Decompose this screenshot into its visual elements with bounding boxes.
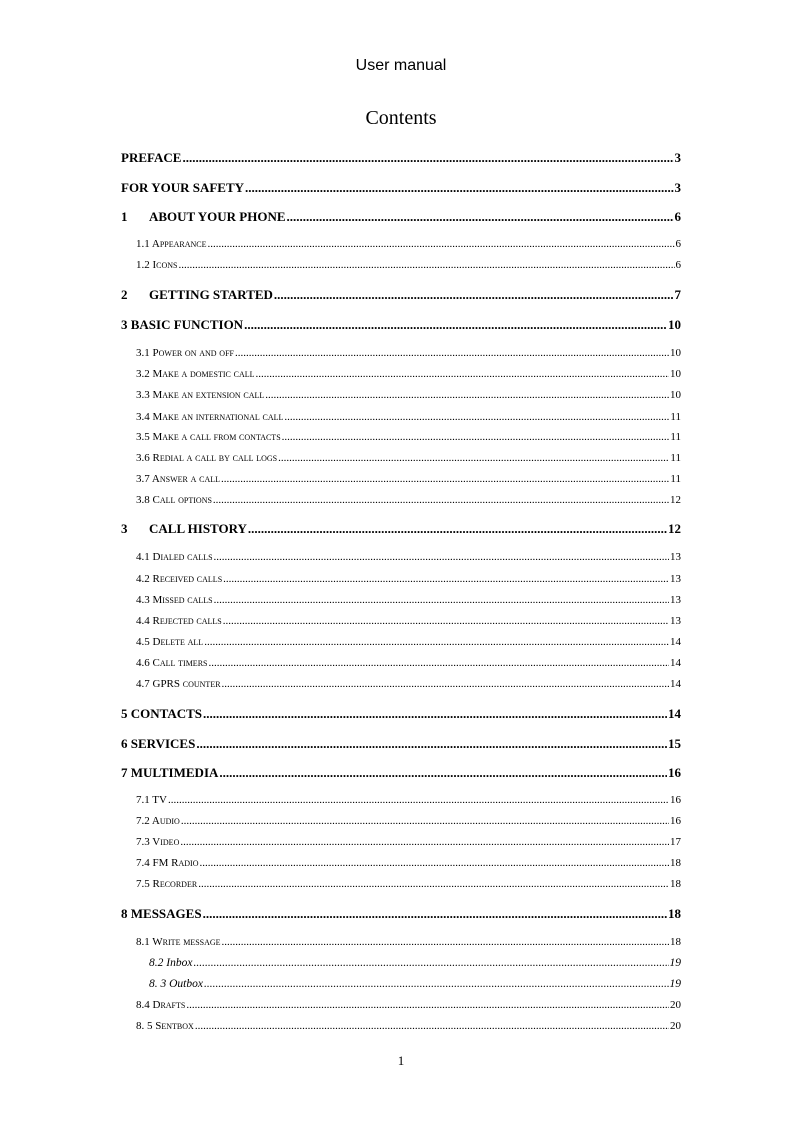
- toc-entry-page: 13: [670, 573, 681, 585]
- toc-entry[interactable]: [136, 410, 681, 424]
- dot-leader: [198, 877, 669, 891]
- toc-entry[interactable]: [121, 209, 681, 225]
- dot-leader: [248, 521, 667, 537]
- toc-entry-label: 3.7 Answer a call: [136, 473, 221, 485]
- toc-entry-number: 3: [121, 521, 128, 536]
- toc-entry-label: GETTING STARTED: [149, 287, 273, 302]
- dot-leader: [235, 346, 669, 360]
- toc-entry-page: 10: [668, 317, 681, 332]
- toc-entry[interactable]: [121, 706, 681, 722]
- toc-entry-label: 8.1 Write message: [136, 936, 221, 948]
- toc-entry[interactable]: [149, 956, 681, 970]
- toc-entry[interactable]: [136, 656, 681, 670]
- toc-entry-page: 16: [670, 794, 681, 806]
- toc-entry-page: 6: [674, 209, 681, 224]
- dot-leader: [223, 572, 669, 586]
- toc-entry-page: 15: [668, 736, 681, 751]
- toc-entry[interactable]: [136, 572, 681, 586]
- toc-entry-page: 6: [675, 259, 681, 271]
- dot-leader: [223, 614, 669, 628]
- dot-leader: [256, 367, 669, 381]
- toc-entry-label: 7.3 Video: [136, 836, 180, 848]
- toc-entry-page: 6: [675, 238, 681, 250]
- toc-entry-label: 1.2 Icons: [136, 259, 178, 271]
- toc-entry[interactable]: [136, 793, 681, 807]
- dot-leader: [214, 593, 669, 607]
- toc-entry-page: 18: [668, 906, 681, 921]
- toc-entry-page: 16: [670, 815, 681, 827]
- toc-entry[interactable]: [136, 550, 681, 564]
- toc-entry-number: 1: [121, 209, 128, 224]
- dot-leader: [180, 835, 669, 849]
- toc-entry-label: 8 MESSAGES: [121, 906, 202, 921]
- toc-entry-label: 4.3 Missed calls: [136, 594, 213, 606]
- toc-entry-page: 13: [670, 594, 681, 606]
- toc-entry-page: 19: [669, 957, 681, 969]
- dot-leader: [203, 706, 667, 722]
- toc-entry-label: 7.2 Audio: [136, 815, 180, 827]
- toc-entry-label: 4.5 Delete all: [136, 636, 204, 648]
- dot-leader: [204, 635, 669, 649]
- toc-entry[interactable]: [121, 736, 681, 752]
- toc-entry-page: 10: [670, 368, 681, 380]
- toc-entry[interactable]: [136, 1019, 681, 1033]
- contents-title: Contents: [365, 107, 437, 129]
- toc-entry-label: 3.2 Make a domestic call: [136, 368, 255, 380]
- dot-leader: [265, 388, 669, 402]
- dot-leader: [219, 765, 667, 781]
- toc-entry-label: 5 CONTACTS: [121, 706, 203, 721]
- toc-entry-page: 18: [670, 857, 681, 869]
- toc-entry[interactable]: [136, 677, 681, 691]
- toc-entry-label: 3.1 Power on and off: [136, 347, 234, 359]
- toc-entry[interactable]: [121, 287, 681, 303]
- dot-leader: [274, 287, 674, 303]
- toc-entry-page: 3: [674, 150, 681, 165]
- dot-leader: [244, 317, 667, 333]
- dot-leader: [213, 493, 669, 507]
- toc-entry-label: 4.7 GPRS counter: [136, 678, 221, 690]
- toc-entry-label: 6 SERVICES: [121, 736, 196, 751]
- toc-entry[interactable]: [136, 258, 681, 272]
- toc-entry-page: 11: [670, 411, 681, 423]
- toc-entry-page: 7: [674, 287, 681, 302]
- toc-entry[interactable]: [136, 346, 681, 360]
- dot-leader: [182, 150, 673, 166]
- toc-entry-label: ABOUT YOUR PHONE: [149, 209, 286, 224]
- toc-entry[interactable]: [121, 317, 681, 333]
- toc-entry-page: 10: [670, 389, 681, 401]
- toc-entry[interactable]: [136, 635, 681, 649]
- toc-entry-page: 10: [670, 347, 681, 359]
- dot-leader: [222, 935, 669, 949]
- toc-entry-page: 13: [670, 551, 681, 563]
- toc-entry-label: 3.3 Make an extension call: [136, 389, 265, 401]
- toc-entry-label: 1.1 Appearance: [136, 238, 207, 250]
- toc-entry-page: 20: [670, 1020, 681, 1032]
- toc-entry-label: 7.4 FM Radio: [136, 857, 199, 869]
- toc-entry-page: 14: [670, 636, 681, 648]
- dot-leader: [199, 856, 669, 870]
- toc-entry-label: 3 BASIC FUNCTION: [121, 317, 244, 332]
- toc-entry[interactable]: [121, 521, 681, 537]
- toc-entry-label: 8.2 Inbox: [149, 957, 193, 969]
- toc-entry[interactable]: [136, 430, 681, 444]
- toc-entry-label: 3.6 Redial a call by call logs: [136, 452, 278, 464]
- toc-entry-page: 11: [670, 431, 681, 443]
- toc-entry[interactable]: [136, 935, 681, 949]
- toc-entry-page: 14: [670, 657, 681, 669]
- toc-entry-label: 8. 3 Outbox: [149, 978, 203, 990]
- toc-entry[interactable]: [136, 451, 681, 465]
- toc-entry-label: FOR YOUR SAFETY: [121, 180, 245, 195]
- toc-entry-label: 8. 5 Sentbox: [136, 1020, 194, 1032]
- toc-entry-page: 12: [670, 494, 681, 506]
- toc-entry[interactable]: [136, 472, 681, 486]
- toc-entry-page: 14: [668, 706, 681, 721]
- dot-leader: [208, 237, 675, 251]
- running-header: User manual: [355, 57, 447, 74]
- toc-entry[interactable]: [121, 765, 681, 781]
- toc-entry-label: 7.1 TV: [136, 794, 167, 806]
- toc-entry[interactable]: [121, 150, 681, 166]
- dot-leader: [196, 736, 667, 752]
- dot-leader: [204, 977, 669, 991]
- dot-leader: [214, 550, 669, 564]
- toc-entry-page: 14: [670, 678, 681, 690]
- toc-entry[interactable]: [149, 977, 681, 991]
- toc-entry-label: 7.5 Recorder: [136, 878, 198, 890]
- toc-entry[interactable]: [121, 906, 681, 922]
- toc-entry[interactable]: [136, 835, 681, 849]
- toc-entry-page: 19: [669, 978, 681, 990]
- dot-leader: [282, 430, 670, 444]
- toc-entry-label: 8.4 Drafts: [136, 999, 186, 1011]
- toc-entry-label: 3.4 Make an international call: [136, 411, 284, 423]
- dot-leader: [287, 209, 674, 225]
- toc-entry-label: PREFACE: [121, 150, 182, 165]
- toc-entry[interactable]: [136, 998, 681, 1012]
- toc-entry[interactable]: [136, 367, 681, 381]
- toc-entry[interactable]: [136, 593, 681, 607]
- toc-entry[interactable]: [136, 814, 681, 828]
- toc-entry-page: 20: [670, 999, 681, 1011]
- dot-leader: [284, 410, 669, 424]
- dot-leader: [222, 677, 669, 691]
- toc-entry-label: 3.8 Call options: [136, 494, 212, 506]
- toc-entry-label: 4.2 Received calls: [136, 573, 223, 585]
- dot-leader: [168, 793, 669, 807]
- toc-entry-number: 2: [121, 287, 128, 302]
- toc-entry[interactable]: [136, 877, 681, 891]
- dot-leader: [208, 656, 669, 670]
- toc-entry-label: 3.5 Make a call from contacts: [136, 431, 281, 443]
- dot-leader: [195, 1019, 669, 1033]
- toc-entry[interactable]: [121, 180, 681, 196]
- toc-entry-page: 17: [670, 836, 681, 848]
- toc-entry[interactable]: [136, 493, 681, 507]
- toc-entry[interactable]: [136, 614, 681, 628]
- toc-entry-page: 18: [670, 878, 681, 890]
- toc-entry-label: 4.6 Call timers: [136, 657, 208, 669]
- dot-leader: [193, 956, 668, 970]
- toc-entry-label: 4.1 Dialed calls: [136, 551, 213, 563]
- toc-entry[interactable]: [136, 856, 681, 870]
- toc-entry-page: 3: [674, 180, 681, 195]
- dot-leader: [245, 180, 673, 196]
- toc-entry-label: CALL HISTORY: [149, 521, 247, 536]
- toc-entry-page: 12: [668, 521, 681, 536]
- dot-leader: [179, 258, 675, 272]
- toc-entry-page: 16: [668, 765, 681, 780]
- dot-leader: [221, 472, 669, 486]
- toc-entry-page: 11: [670, 452, 681, 464]
- toc-entry[interactable]: [136, 388, 681, 402]
- toc-entry-page: 11: [670, 473, 681, 485]
- page-number: 1: [397, 1053, 405, 1068]
- toc-entry-label: 7 MULTIMEDIA: [121, 765, 219, 780]
- toc-entry[interactable]: [136, 237, 681, 251]
- dot-leader: [181, 814, 669, 828]
- dot-leader: [186, 998, 669, 1012]
- toc-entry-page: 18: [670, 936, 681, 948]
- dot-leader: [278, 451, 669, 465]
- toc-entry-page: 13: [670, 615, 681, 627]
- dot-leader: [203, 906, 667, 922]
- toc-entry-label: 4.4 Rejected calls: [136, 615, 222, 627]
